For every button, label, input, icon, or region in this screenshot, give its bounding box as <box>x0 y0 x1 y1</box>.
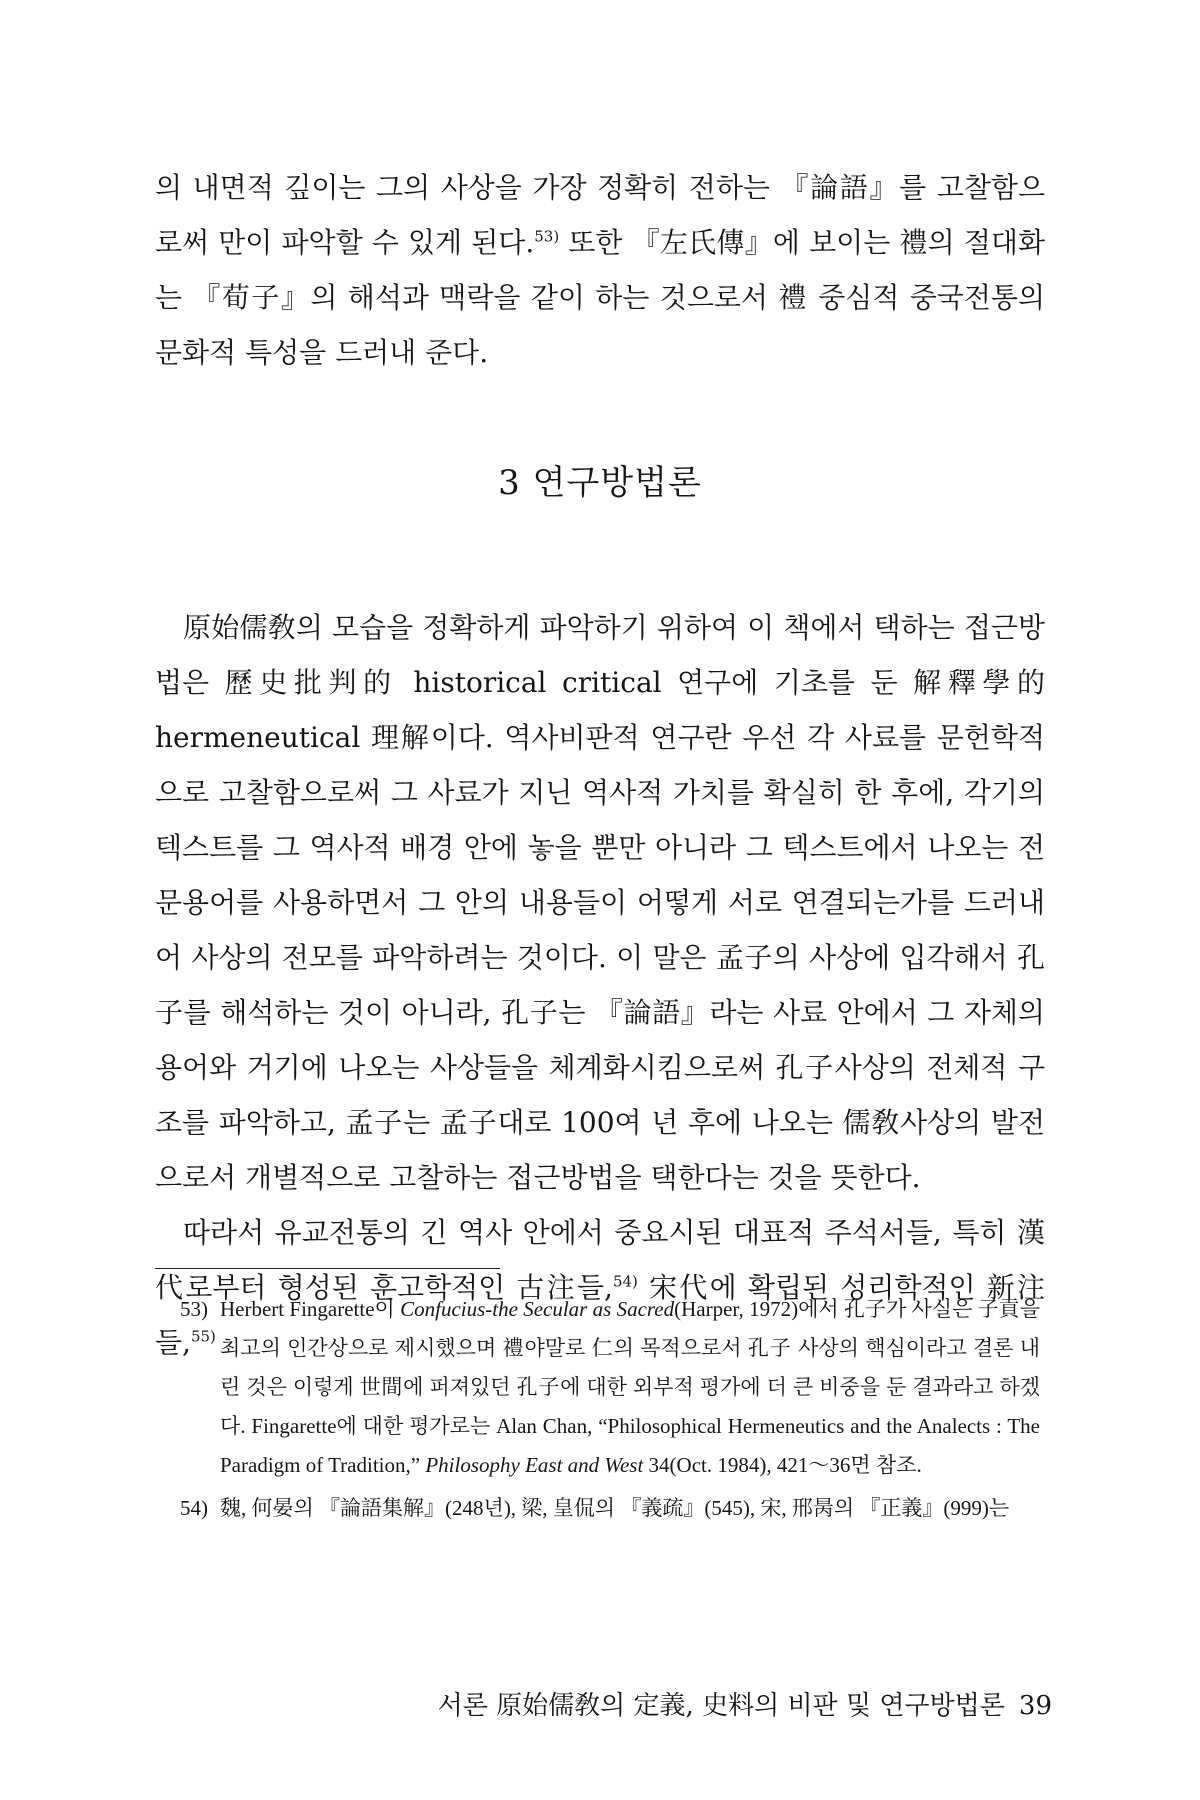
footnote-53 <box>180 1290 1040 1485</box>
top-paragraph-text-1: 의 내면적 깊이는 그의 사상을 가장 정확히 전하는 『論語』를 고찰함으로써 만이 파악할 수 있게 된다. <box>155 171 1045 259</box>
footnote-ref-53[interactable]: 53) <box>534 227 560 246</box>
body-paragraph-2-text-2: 宋代에 확립된 성리학적인 新注들, <box>155 1271 1045 1359</box>
body-paragraph-1: 原始儒敎의 모습을 정확하게 파악하기 위하여 이 책에서 택하는 접근방법은 歷史批判的 historical critical 연구에 기초를 둔 解釋學的 hermeneutical 理解이다. 역사비판적 연구란 우선 각 사료를 문헌학적으로 고찰함으로써 그 사료가 지닌 역사적 가치를 확실히 한 후에, 각기의 텍스트를 그 역사적 배경 안에 놓을 뿐만 아니라 그 텍스트에서 나오는 전문용어를 사용하면서 그 안의 내용들이 어떻게 서로 연결되는가를 드러내어 사상의 전모를 파악하려는 것이다. 이 말은 孟子의 사상에 입각해서 孔子를 해석하는 것이 아니라, 孔子는 『論語』라는 사료 안에서 그 자체의 용어와 거기에 나오는 사상들을 체계화시킴으로써 孔子사상의 전체적 구조를 파악하고, 孟子는 孟子대로 100여 년 후에 나오는 儒敎사상의 발전으로서 개별적으로 고찰하는 접근방법을 택한다는 것을 뜻한다. <box>155 611 1045 1194</box>
journal-title: Philosophy East and West <box>425 1453 644 1477</box>
book-title: Confucius-the Secular as Sacred <box>400 1297 675 1321</box>
footnote-text: (Harper, 1972)에서 孔子가 사실은 子貢을 최고의 인간상으로 제시했으며 禮야말로 仁의 목적으로서 孔子 사상의 핵심이라고 결론 내린 것은 이렇게 世間에 퍼져있던 孔子에 대한 외부적 평가에 더 큰 비중을 둔 결과라고 하겠다. Fingarette에 대한 평가로는 Alan Chan, “Philosophical Hermeneutics and the Analects : The Paradigm of Tradition,” <box>220 1297 1040 1477</box>
footnote-ref-54[interactable]: 54) <box>612 1272 638 1291</box>
footnote-number: 53) <box>180 1297 208 1321</box>
section-heading: 3 연구방법론 <box>498 463 702 503</box>
footnote-text: 魏, 何晏의 『論語集解』(248년), 梁, 皇侃의 『義疏』(545), 宋, 邢昺의 『正義』(999)는 <box>220 1496 1010 1520</box>
top-paragraph <box>155 160 1045 380</box>
footnote-divider <box>155 1268 500 1269</box>
footnote-text: Herbert Fingarette이 <box>220 1297 401 1321</box>
body-paragraph-2-text-1: 따라서 유교전통의 긴 역사 안에서 중요시된 대표적 주석서들, 특히 漢代로부터 형성된 훈고학적인 古注들, <box>155 1216 1045 1304</box>
footnote-number: 54) <box>180 1496 208 1520</box>
running-title: 서론 原始儒敎의 定義, 史料의 비판 및 연구방법론 <box>437 1691 1005 1721</box>
page-footer <box>0 1685 1052 1722</box>
footnote-54 <box>180 1489 1040 1528</box>
footnotes <box>180 1290 1040 1532</box>
top-paragraph-block <box>155 160 1045 380</box>
footnote-ref-55[interactable]: 55) <box>190 1327 216 1346</box>
page-number: 39 <box>1018 1691 1052 1721</box>
footnote-text: 34(Oct. 1984), 421～36면 참조. <box>643 1453 922 1477</box>
body-block <box>155 600 1045 1370</box>
top-paragraph-text-2: 또한 『左氏傳』에 보이는 禮의 절대화는 『荀子』의 해석과 맥락을 같이 하는 것으로서 禮 중심적 중국전통의 문화적 특성을 드러내 준다. <box>155 226 1046 369</box>
